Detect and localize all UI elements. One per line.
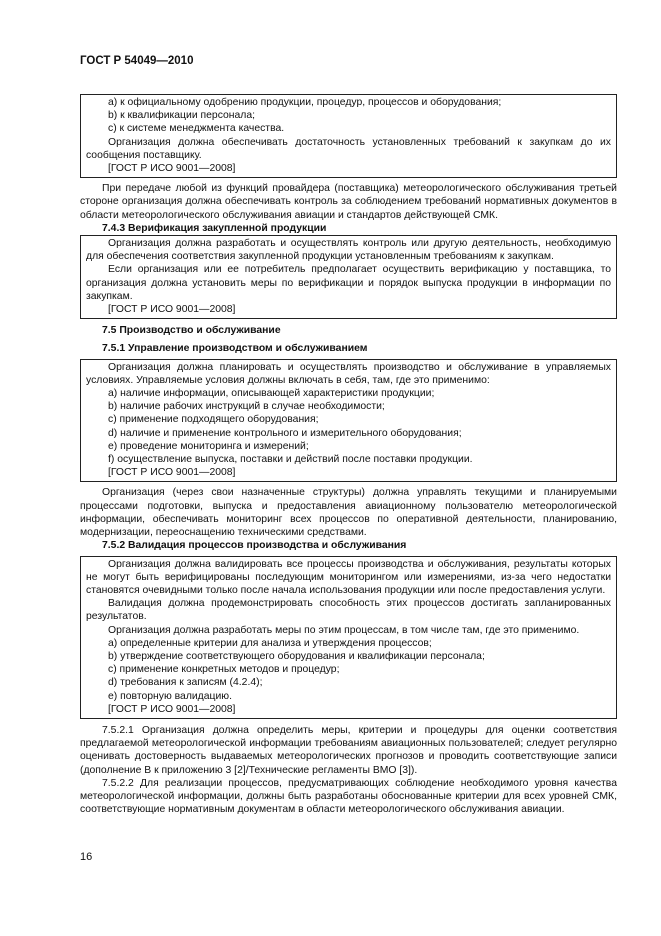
paragraph: Организация должна разработать меры по этим процессам, в том числе там, где это применимо. (108, 624, 580, 636)
paragraph: Организация должна разработать и осуществлять контроль или другую деятельность, необходимую для обеспечения соответствия закупленной продукции установленным требованиям к закупкам. (86, 238, 611, 263)
page-number: 16 (80, 851, 93, 863)
section-heading-7-5-2: 7.5.2 Валидация процессов производства и обслуживания (102, 540, 407, 552)
list-item: c) к системе менеджмента качества. (108, 123, 285, 135)
section-heading-7-5: 7.5 Производство и обслуживание (102, 325, 281, 337)
standard-reference: [ГОСТ Р ИСО 9001—2008] (108, 467, 236, 479)
quote-box-production-control (80, 359, 617, 483)
list-item: b) наличие рабочих инструкций в случае необходимости; (108, 401, 385, 413)
standard-reference: [ГОСТ Р ИСО 9001—2008] (108, 163, 236, 175)
list-item: e) проведение мониторинга и измерений; (108, 440, 309, 452)
list-item: c) применение конкретных методов и процедур; (108, 664, 340, 676)
quote-box-process-validation (80, 556, 617, 719)
paragraph: Организация (через свои назначенные структуры) должна управлять текущими и планируемыми процессами подготовки, выпуска и предоставления авиационному пользователю метеорологической информации, обеспечивать мониторинг всех процессов по оперативной деятельности, планированию, модернизации, переоснащению техническими средствами. (80, 487, 617, 539)
list-item: a) наличие информации, описывающей характеристики продукции; (108, 388, 435, 400)
paragraph: При передаче любой из функций провайдера (поставщика) метеорологического обслуживания третьей стороне организация должна обеспечивать контроль за соблюдением требований нормативных документов в области метеорологического обслуживания авиации и стандартов действующей СМК. (80, 183, 617, 221)
list-item: b) к квалификации персонала; (108, 110, 256, 122)
standard-reference: [ГОСТ Р ИСО 9001—2008] (108, 703, 236, 715)
paragraph: Организация должна обеспечивать достаточность установленных требований к закупкам до их сообщения поставщику. (86, 136, 611, 161)
list-item: a) определенные критерии для анализа и утверждения процессов; (108, 637, 432, 649)
list-item: e) повторную валидацию. (108, 690, 232, 702)
list-item: c) применение подходящего оборудования; (108, 414, 319, 426)
quote-box-verification (80, 235, 617, 319)
paragraph-7-5-2-1: 7.5.2.1 Организация должна определить меры, критерии и процедуры для оценки соответствия предлагаемой метеорологической информации требованиям авиационных пользователей; следует регулярно оценивать достоверность выдаваемых метеорологических прогнозов и проводить соответствующие записи (дополнение В к приложению 3 [2]/Технические регламенты ВМО [3]). (80, 724, 617, 776)
paragraph: Организация должна валидировать все процессы производства и обслуживания, результаты которых не могут быть верифицированы последующим мониторингом или измерениями, из-за чего недостатки становятся очевидными только после начала использования продукции или после предоставления услуги. (86, 558, 611, 596)
section-heading-7-4-3: 7.4.3 Верификация закупленной продукции (102, 222, 327, 234)
section-heading-7-5-1: 7.5.1 Управление производством и обслуживанием (102, 343, 368, 355)
paragraph-7-5-2-2: 7.5.2.2 Для реализации процессов, предусматривающих соблюдение необходимого уровня качества метеорологической информации, должны быть разработаны обоснованные критерии для всех уровней СМК, соответствующие нормативным документам в области метеорологического обслуживания авиации. (80, 777, 617, 816)
list-item: d) требования к записям (4.2.4); (108, 677, 263, 689)
paragraph: Валидация должна продемонстрировать способность этих процессов достигать запланированных результатов. (86, 598, 611, 623)
list-item: b) утверждение соответствующего оборудования и квалификации персонала; (108, 650, 485, 662)
paragraph: Организация должна планировать и осуществлять производство и обслуживание в управляемых условиях. Управляемые условия должны включать в себя, там, где это применимо: (86, 361, 611, 386)
list-item: a) к официальному одобрению продукции, процедур, процессов и оборудования; (108, 97, 502, 108)
page-header-standard-code: ГОСТ Р 54049—2010 (80, 55, 194, 67)
paragraph: Если организация или ее потребитель предполагает осуществить верификацию у поставщика, то организация должна установить меры по верификации и порядок выпуска продукции в информации по закупкам. (86, 264, 611, 302)
quote-box-purchasing-requirements (80, 94, 617, 178)
list-item: d) наличие и применение контрольного и измерительного оборудования; (108, 427, 462, 439)
standard-reference: [ГОСТ Р ИСО 9001—2008] (108, 304, 236, 316)
list-item: f) осуществление выпуска, поставки и действий после поставки продукции. (108, 454, 473, 466)
page-content (80, 94, 617, 816)
